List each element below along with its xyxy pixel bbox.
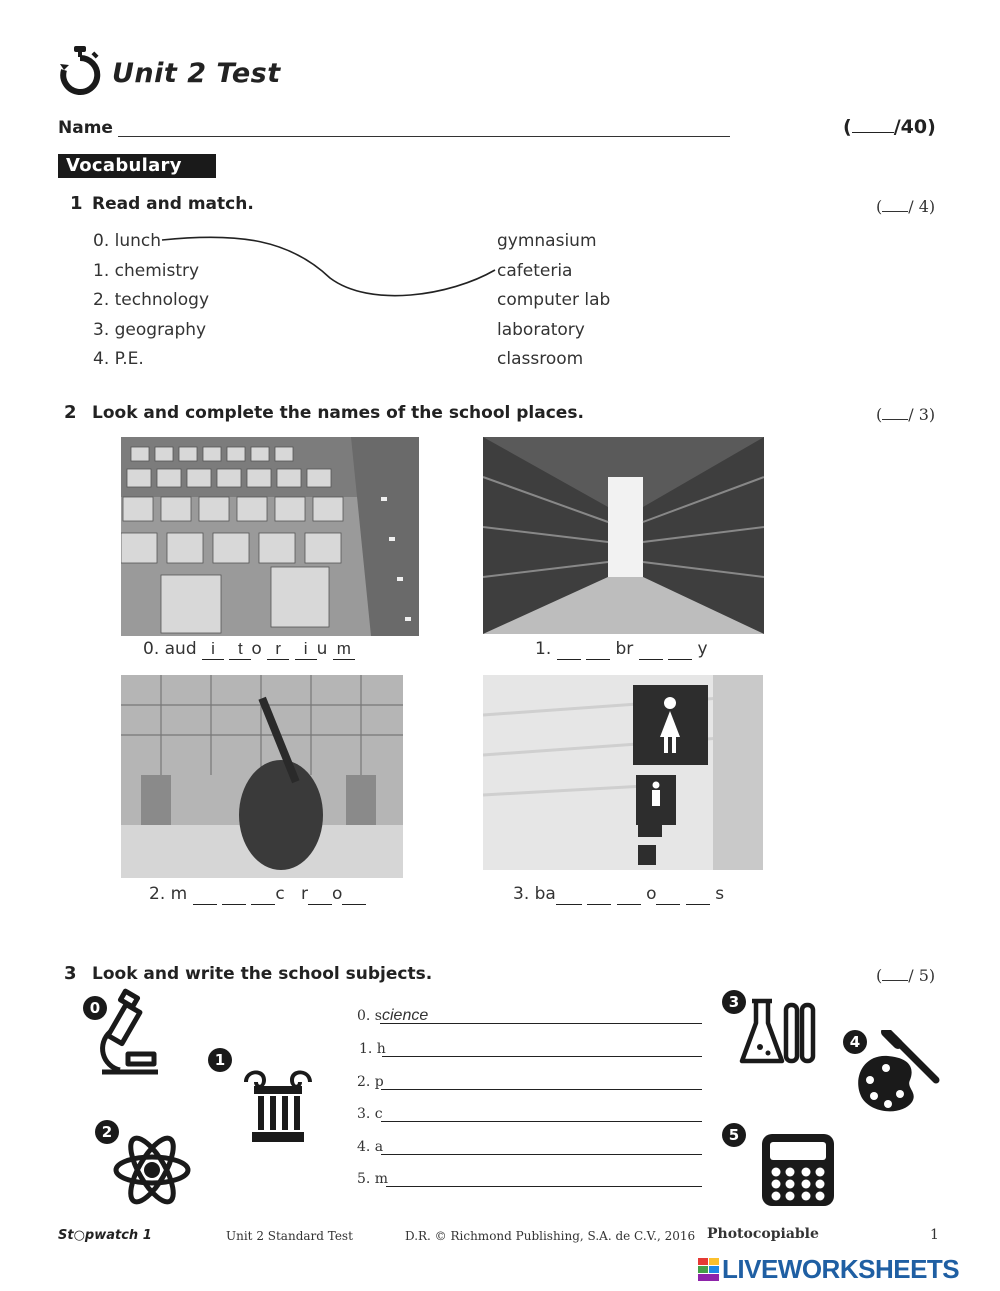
name-label: Name xyxy=(58,118,113,138)
answer-blank[interactable] xyxy=(222,884,246,905)
subject-line-0: 0. science xyxy=(357,1007,429,1024)
answer-blank[interactable] xyxy=(668,639,692,660)
match-right-list xyxy=(497,227,610,375)
name-input-line[interactable] xyxy=(118,136,730,137)
subject-input-5[interactable] xyxy=(386,1186,702,1187)
page-title: Unit 2 Test xyxy=(112,58,281,89)
subject-line-2: 2. p xyxy=(357,1074,384,1090)
caption-2: 2. m c r o xyxy=(149,884,366,905)
badge-4: 4 xyxy=(843,1030,867,1054)
badge-1: 1 xyxy=(208,1048,232,1072)
subject-input-1[interactable] xyxy=(382,1056,702,1057)
match-right-item[interactable]: computer lab xyxy=(497,290,611,310)
exercise1-title: Read and match. xyxy=(92,194,254,214)
liveworksheets-logo-icon xyxy=(698,1258,720,1282)
match-right-item[interactable]: classroom xyxy=(497,349,584,369)
footer-page-number: 1 xyxy=(930,1227,939,1243)
subject-input-3[interactable] xyxy=(381,1121,702,1122)
answer-blank[interactable] xyxy=(556,884,582,905)
answer-letter[interactable]: t xyxy=(229,639,251,660)
answer-blank[interactable] xyxy=(617,884,641,905)
answer-blank[interactable] xyxy=(342,884,366,905)
caption-3: 3. ba o s xyxy=(513,884,725,904)
restrooms-photo xyxy=(483,675,763,870)
match-example-line xyxy=(160,228,500,308)
match-left-item[interactable]: 3. geography xyxy=(93,319,207,340)
match-left-item[interactable]: 2. technology xyxy=(93,290,210,310)
badge-5: 5 xyxy=(722,1123,746,1147)
exercise2-points: ( / 3) xyxy=(876,405,936,424)
music-room-photo xyxy=(121,675,403,878)
subject-answer[interactable]: cience xyxy=(382,1007,429,1024)
match-right-item[interactable]: cafeteria xyxy=(497,260,573,281)
caption-0: 0. aud i t o r i u m xyxy=(143,639,355,660)
flasks-icon xyxy=(738,995,818,1069)
exercise2-number: 2 xyxy=(64,402,77,423)
microscope-icon xyxy=(98,988,162,1080)
badge-3: 3 xyxy=(722,990,746,1014)
answer-blank[interactable] xyxy=(686,884,710,905)
answer-blank[interactable] xyxy=(251,884,275,905)
answer-letter[interactable]: r xyxy=(267,639,289,660)
subject-input-0[interactable] xyxy=(380,1023,702,1024)
exercise3-title: Look and write the school subjects. xyxy=(92,964,433,984)
match-right-item[interactable]: gymnasium xyxy=(497,231,597,251)
match-left-item[interactable]: 0. lunch xyxy=(93,231,162,251)
exercise3-number: 3 xyxy=(64,963,77,984)
auditorium-photo xyxy=(121,437,419,636)
exercise1-number: 1 xyxy=(70,193,83,214)
match-left-item[interactable]: 1. chemistry xyxy=(93,260,200,281)
answer-blank[interactable] xyxy=(308,884,332,905)
answer-blank[interactable] xyxy=(193,884,217,905)
answer-letter[interactable]: i xyxy=(202,639,224,660)
library-photo xyxy=(483,437,764,634)
answer-blank[interactable] xyxy=(586,639,610,660)
palette-icon xyxy=(852,1030,942,1116)
exercise2-title: Look and complete the names of the school places. xyxy=(92,403,584,423)
atom-icon xyxy=(112,1132,192,1208)
answer-blank[interactable] xyxy=(557,639,581,660)
exercise3-points: ( / 5) xyxy=(876,966,936,985)
subject-line-3: 3. c xyxy=(357,1106,383,1122)
footer-copyright: D.R. © Richmond Publishing, S.A. de C.V., 2016 xyxy=(405,1229,696,1243)
answer-letter[interactable]: m xyxy=(333,639,355,660)
calculator-icon xyxy=(760,1132,836,1208)
column-icon xyxy=(240,1060,316,1144)
liveworksheets-watermark: LIVEWORKSHEETS xyxy=(722,1254,960,1284)
subject-line-5: 5. m xyxy=(357,1171,389,1187)
match-right-item[interactable]: laboratory xyxy=(497,319,585,340)
footer-brand: St○pwatch 1 xyxy=(58,1228,152,1243)
answer-letter[interactable]: i xyxy=(295,639,317,660)
badge-2: 2 xyxy=(95,1120,119,1144)
subject-input-4[interactable] xyxy=(381,1154,702,1155)
answer-blank[interactable] xyxy=(639,639,663,660)
caption-1: 1. br y xyxy=(535,639,708,659)
match-left-item[interactable]: 4. P.E. xyxy=(93,349,144,369)
stopwatch-logo-icon xyxy=(58,44,104,96)
answer-blank[interactable] xyxy=(656,884,680,905)
answer-blank[interactable] xyxy=(587,884,611,905)
total-score: ( /40) xyxy=(843,116,936,138)
footer-photocopiable: Photocopiable xyxy=(707,1226,819,1242)
badge-0: 0 xyxy=(83,996,107,1020)
section-vocabulary: Vocabulary xyxy=(58,154,216,178)
subject-input-2[interactable] xyxy=(381,1089,702,1090)
exercise1-points: ( / 4) xyxy=(876,197,936,216)
subject-line-4: 4. a xyxy=(357,1139,384,1155)
subject-line-1: 1. h xyxy=(359,1041,386,1057)
footer-unit: Unit 2 Standard Test xyxy=(226,1229,353,1243)
